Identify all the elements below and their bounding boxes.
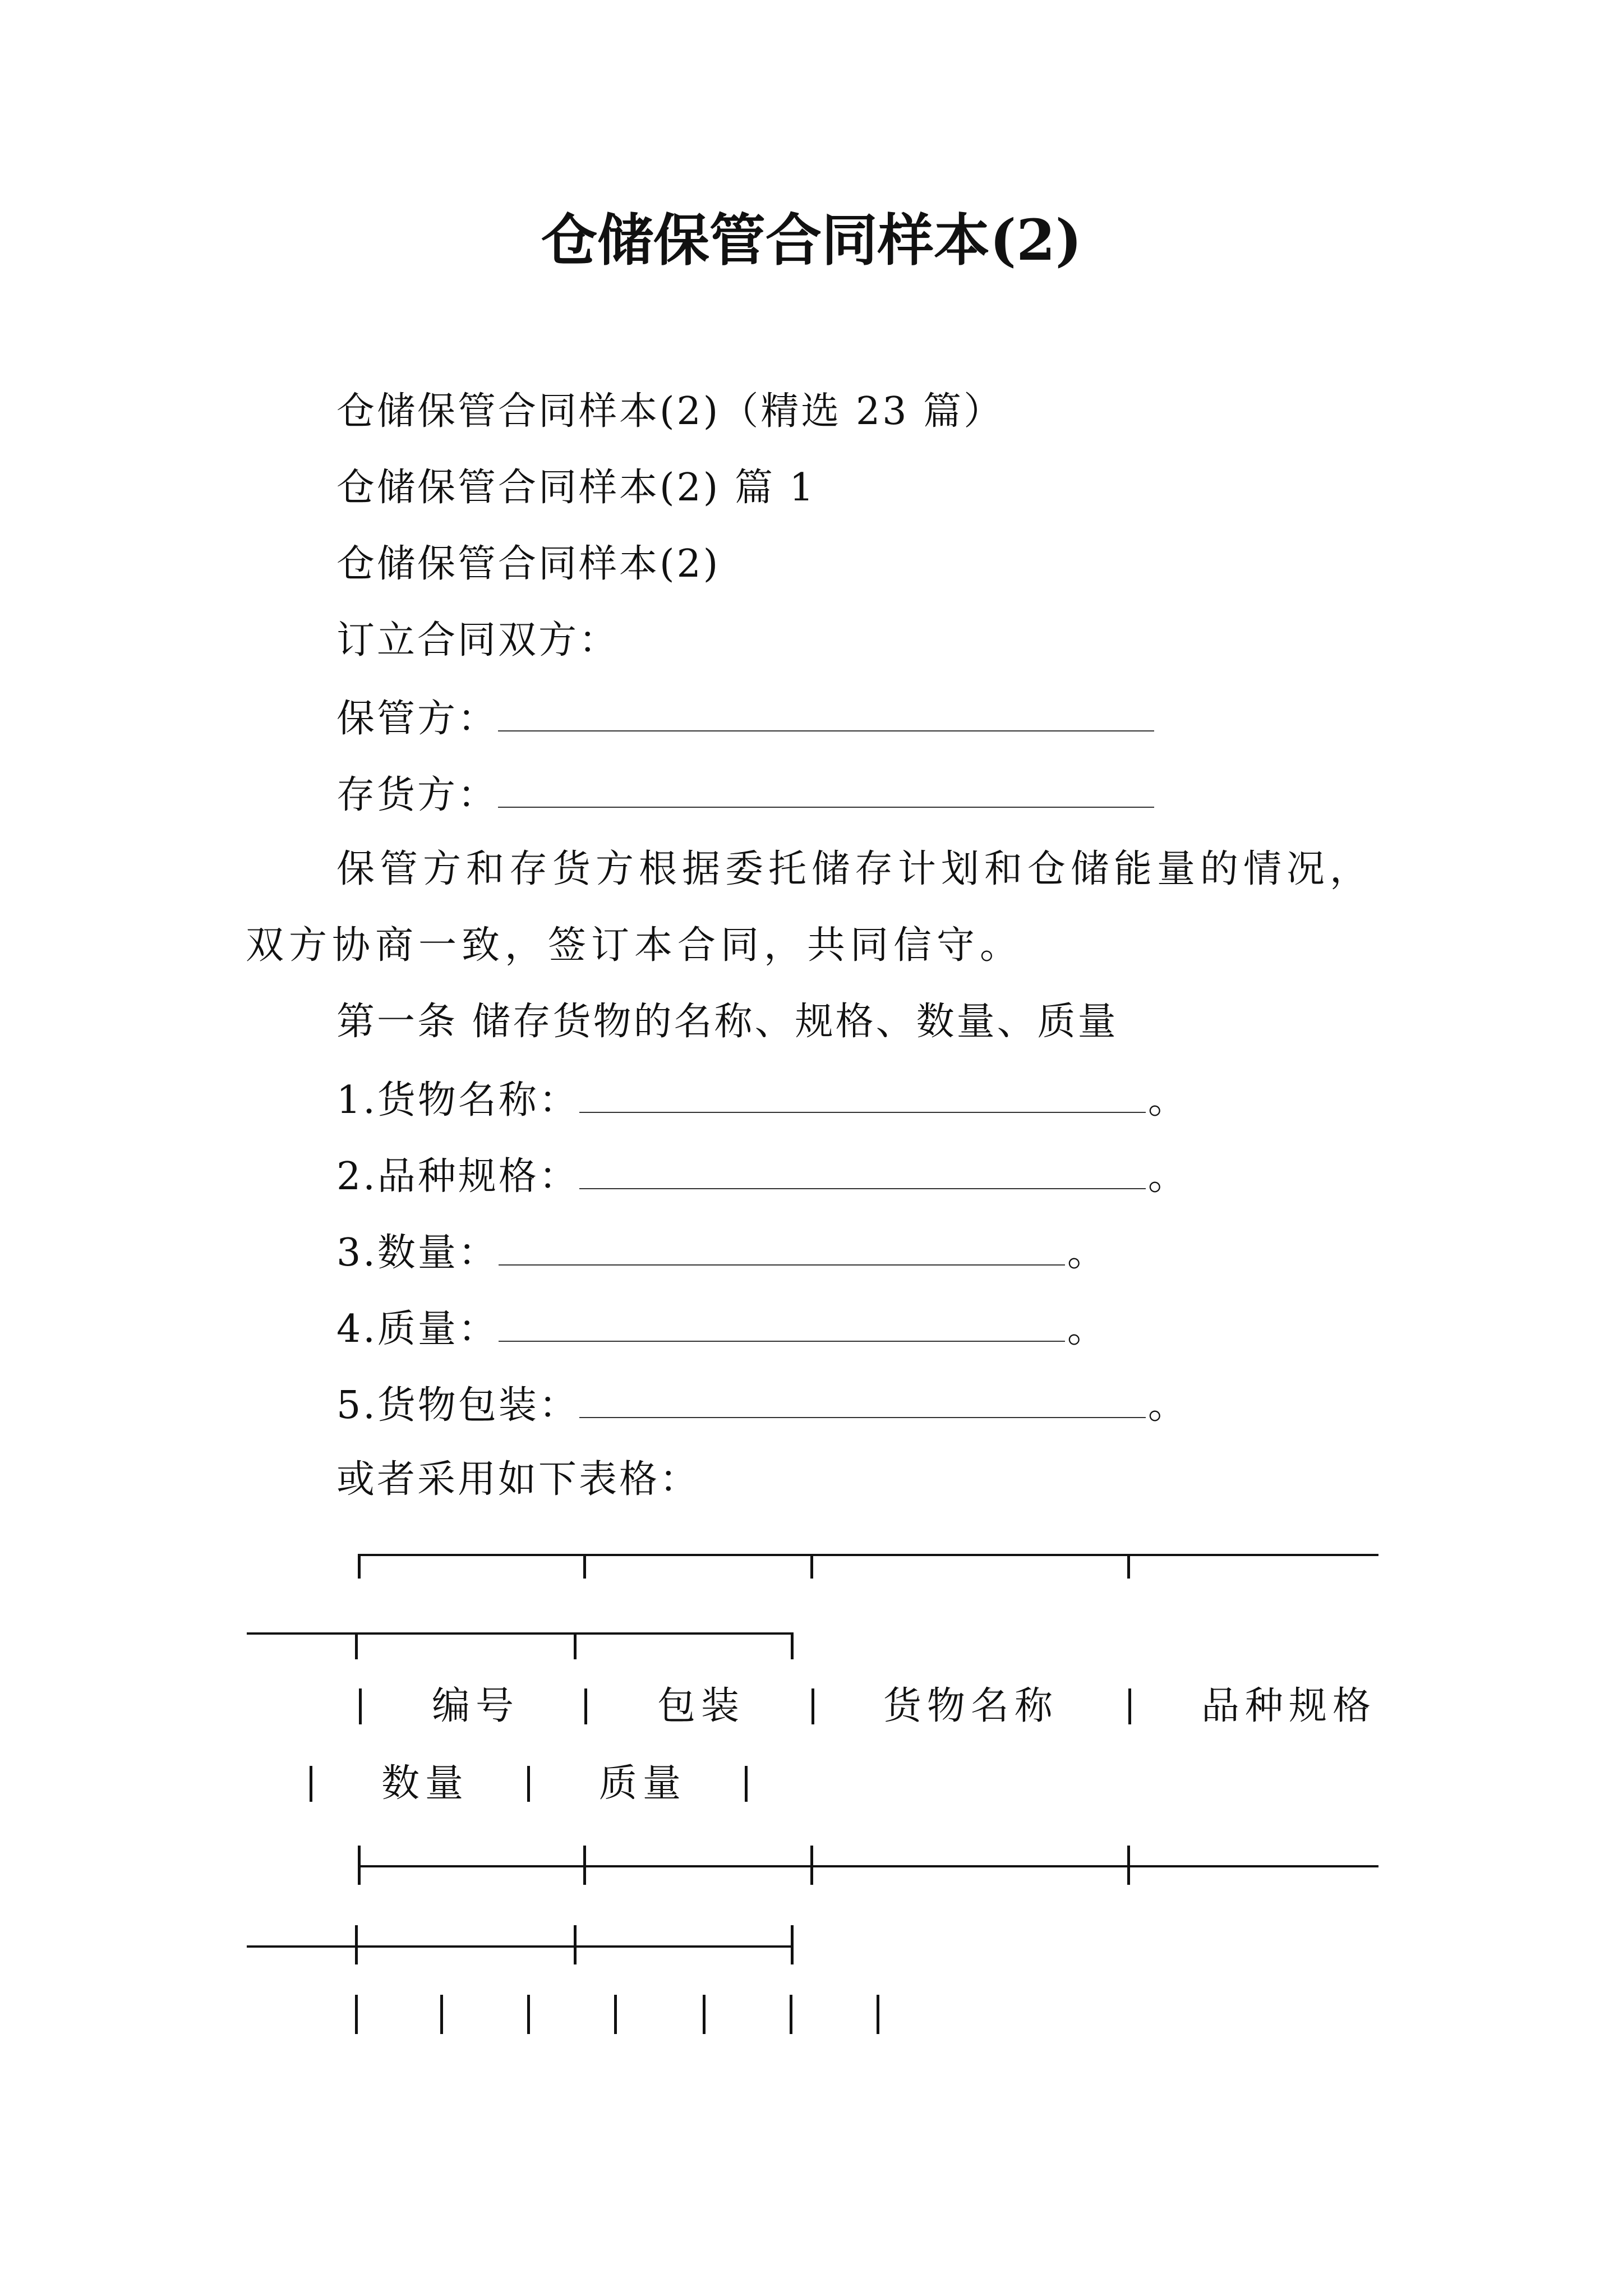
contract-heading: 仓储保管合同样本(2): [336, 542, 721, 586]
period: 。: [1147, 1078, 1188, 1122]
section-heading: 仓储保管合同样本(2) 篇 1: [336, 466, 816, 510]
table-header-cell: 品种规格: [1201, 1684, 1377, 1728]
table-header-cell: 包装: [657, 1684, 745, 1728]
page-title: 仓储保管合同样本(2): [541, 207, 1082, 273]
period: 。: [1067, 1231, 1108, 1275]
item-packaging: [336, 1383, 1188, 1428]
goods-name-blank: [579, 1079, 1146, 1113]
custodian-blank: [498, 698, 1154, 731]
table-intro: 或者采用如下表格：: [336, 1457, 700, 1502]
table-header-cell: 质量: [599, 1761, 687, 1806]
period: 。: [1067, 1307, 1108, 1351]
custodian-label: 保管方：: [336, 697, 499, 741]
goods-name-label: 1.货物名称：: [336, 1078, 579, 1122]
variety-spec-blank: [579, 1156, 1146, 1189]
quantity-label: 3.数量：: [336, 1231, 499, 1275]
table-header-cell: 货物名称: [883, 1684, 1059, 1728]
item-variety-spec: [336, 1154, 1188, 1199]
depositor-blank: [498, 774, 1154, 808]
parties-label: 订立合同双方：: [336, 618, 620, 662]
period: 。: [1147, 1154, 1188, 1199]
item-goods-name: [336, 1079, 1188, 1120]
subtitle-line: 仓储保管合同样本(2)（精选 23 篇）: [336, 389, 1004, 434]
article-one-heading: 第一条 储存货物的名称、规格、数量、质量: [336, 1000, 1118, 1044]
quality-label: 4.质量：: [336, 1307, 499, 1351]
custodian-field: [336, 697, 1156, 741]
depositor-label: 存货方：: [336, 773, 499, 817]
table-header-cell: 数量: [381, 1761, 469, 1806]
depositor-field: [336, 774, 1156, 815]
item-quantity: [336, 1231, 1108, 1275]
quality-blank: [499, 1308, 1065, 1342]
intro-paragraph-line2: 双方协商一致，签订本合同，共同信守。: [246, 923, 1023, 968]
packaging-blank: [579, 1384, 1146, 1418]
variety-spec-label: 2.品种规格：: [336, 1154, 579, 1199]
item-quality: [336, 1308, 1108, 1349]
quantity-blank: [499, 1232, 1065, 1266]
period: 。: [1147, 1383, 1188, 1428]
packaging-label: 5.货物包装：: [336, 1383, 579, 1428]
table-header-cell: 编号: [432, 1684, 520, 1728]
intro-paragraph-line1: 保管方和存货方根据委托储存计划和仓储能量的情况，: [336, 847, 1373, 891]
